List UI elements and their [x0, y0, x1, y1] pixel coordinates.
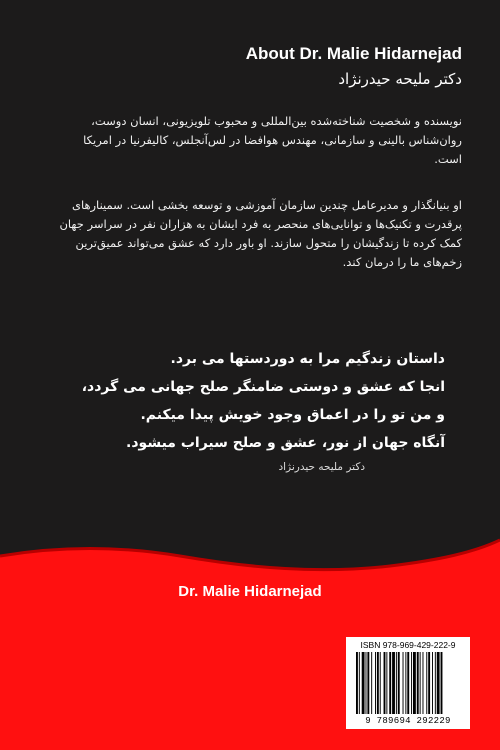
isbn-barcode [346, 637, 470, 729]
persian-name-subtitle: دکتر ملیحه حیدرنژاد [338, 70, 462, 88]
page-title: About Dr. Malie Hidarnejad [245, 44, 462, 63]
quote-line-1: داستان زندگیم مرا به دوردستها می برد. [170, 351, 445, 367]
quote-author: دکتر ملیحه حیدرنژاد [278, 461, 365, 473]
isbn-label: ISBN 978-969-429-222-9 [360, 640, 456, 650]
barcode-number: 9 789694 292229 [365, 716, 451, 726]
bio-paragraph-1: نویسنده و شخصیت شناخته‌شده بین‌المللی و محبوب تلویزیونی، انسان دوست، روان‌شناس بالینی و سازمانی، مهندس هوافضا در لس‌آنجلس، کالیفرنیا در امریکا است. [83, 114, 462, 166]
quote-line-4: آنگاه جهان از نور، عشق و صلح سیراب میشود. [126, 435, 445, 451]
poem-quote [45, 345, 445, 473]
barcode-bars [356, 652, 464, 714]
quote-line-2: انجا که عشق و دوستی ضامنگر صلح جهانی می گردد، [81, 379, 445, 395]
bio-paragraph-2: او بنیانگذار و مدیرعامل چندین سازمان آموزشی و توسعه بخشی است. سمینارهای پرقدرت و تکنیک‌ها و توانایی‌های منحصر به فرد ایشان به هزاران نفر در سراسر جهان کمک کرده تا زندگیشان را متحول سازند. او باور دارد که عشق می‌تواند عمیق‌ترین زخم‌های ما را درمان کند. [59, 198, 462, 269]
author-name: Dr. Malie Hidarnejad [178, 583, 322, 600]
quote-line-3: و من تو را در اعماق وجود خویش پیدا میکنم. [140, 407, 445, 423]
